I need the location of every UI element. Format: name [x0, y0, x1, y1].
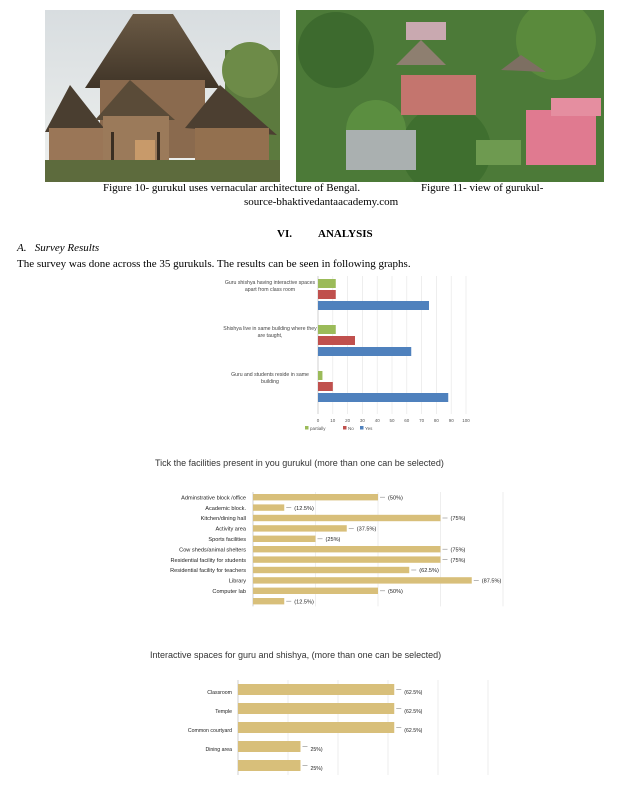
- x-tick-label: 70: [419, 418, 425, 423]
- figure-11-caption: Figure 11- view of gurukul-: [421, 182, 544, 194]
- data-label: (75%): [450, 557, 466, 564]
- data-label: (75%): [450, 547, 466, 554]
- category-label: Adminstrative block /office: [181, 495, 246, 502]
- x-tick-label: 80: [433, 418, 439, 423]
- data-label: (37.5%): [356, 526, 377, 533]
- data-label: (12.5%): [294, 599, 314, 606]
- category-label: Library: [228, 578, 246, 585]
- figure-10-photo: [45, 10, 280, 182]
- category-label: Kitchen/dining hall: [200, 516, 246, 523]
- sub-heading: A. Survey Results: [17, 242, 100, 254]
- x-tick-label: 60: [404, 418, 410, 423]
- x-tick-label: 30: [359, 418, 365, 423]
- bar-partially: [318, 325, 336, 334]
- data-label: (50%): [388, 495, 403, 502]
- category-label: Dining area: [205, 747, 232, 753]
- chart-gurukul-residence: [160, 272, 480, 434]
- data-label: 25%): [310, 747, 323, 753]
- x-tick-label: 0: [316, 418, 320, 423]
- bar: [253, 567, 409, 573]
- x-tick-label: 100: [462, 418, 470, 423]
- figure-11-photo: [296, 10, 604, 182]
- bar-no: [318, 336, 355, 345]
- data-label: (12.5%): [294, 505, 314, 512]
- legend-label: partially: [310, 426, 326, 431]
- data-label: (25%): [325, 537, 341, 543]
- category-label: Guru shishya having interactive spaces apart from class room: [224, 280, 316, 293]
- bar-partially: [318, 371, 322, 380]
- legend-swatch-yes: [360, 426, 364, 430]
- data-label: (75%): [450, 516, 466, 523]
- figure-10-source: source-bhaktivedantaacademy.com: [244, 196, 399, 208]
- category-label: Residential facility for students: [170, 557, 246, 564]
- bar-partially: [318, 279, 336, 288]
- category-label: Common courtyard: [187, 728, 232, 734]
- bar: [253, 494, 378, 500]
- legend-swatch-no: [343, 426, 347, 430]
- category-label: Computer lab: [212, 589, 246, 595]
- chart-facilities-title: Tick the facilities present in you gurukul (more than one can be selected): [155, 458, 444, 468]
- section-heading: ANALYSIS: [318, 228, 373, 240]
- x-tick-label: 20: [345, 418, 351, 423]
- category-label: Activity area: [215, 526, 246, 533]
- category-label: Shishya live in same building where they are taught,: [223, 326, 317, 339]
- body-paragraph: The survey was done across the 35 gurukuls. The results can be seen in following graphs.: [17, 258, 411, 270]
- bar-yes: [318, 301, 429, 310]
- bar: [253, 556, 441, 562]
- category-label: Guru and students reside in same building: [231, 372, 309, 385]
- chart-interactive-spaces-title: Interactive spaces for guru and shishya, (more than one can be selected): [150, 650, 442, 660]
- figure-10-caption: Figure 10- gurukul uses vernacular architecture of Bengal.: [103, 182, 361, 194]
- chart-facilities: [150, 492, 550, 616]
- bar: [238, 684, 394, 695]
- category-label: Classroom: [207, 690, 232, 696]
- data-label: (62.5%): [404, 690, 423, 696]
- bar-yes: [318, 347, 411, 356]
- bar: [253, 598, 284, 604]
- data-label: (62.5%): [404, 709, 423, 715]
- bar-yes: [318, 393, 448, 402]
- bar: [253, 515, 441, 521]
- chart-interactive-spaces: [150, 680, 550, 780]
- x-tick-label: 10: [330, 418, 336, 423]
- bar: [253, 577, 472, 583]
- bar: [253, 504, 284, 510]
- bar: [253, 536, 316, 542]
- x-tick-label: 50: [389, 418, 395, 423]
- legend-label: Yes: [365, 426, 373, 431]
- category-label: Temple: [215, 709, 232, 715]
- bar: [238, 703, 394, 714]
- legend-label: No: [348, 426, 354, 431]
- bar-no: [318, 290, 336, 299]
- x-tick-label: 90: [448, 418, 454, 423]
- bar: [253, 546, 441, 552]
- bar: [253, 588, 378, 594]
- data-label: (62.5%): [419, 568, 439, 575]
- category-label: Sports facilities: [208, 537, 246, 543]
- x-tick-label: 40: [374, 418, 380, 423]
- data-label: (62.5%): [404, 728, 423, 734]
- category-label: Academic block.: [205, 505, 246, 512]
- data-label: (87.5%): [481, 578, 502, 585]
- section-number: VI.: [277, 228, 292, 240]
- bar: [253, 525, 347, 531]
- data-label: (50%): [388, 589, 403, 595]
- legend-swatch-partially: [305, 426, 309, 430]
- bar: [238, 741, 301, 752]
- bar-no: [318, 382, 333, 391]
- category-label: Cow sheds/animal shelters: [179, 547, 246, 554]
- bar: [238, 760, 301, 771]
- bar: [238, 722, 394, 733]
- data-label: 25%): [310, 766, 323, 772]
- category-label: Residential facility for teachers: [170, 568, 246, 575]
